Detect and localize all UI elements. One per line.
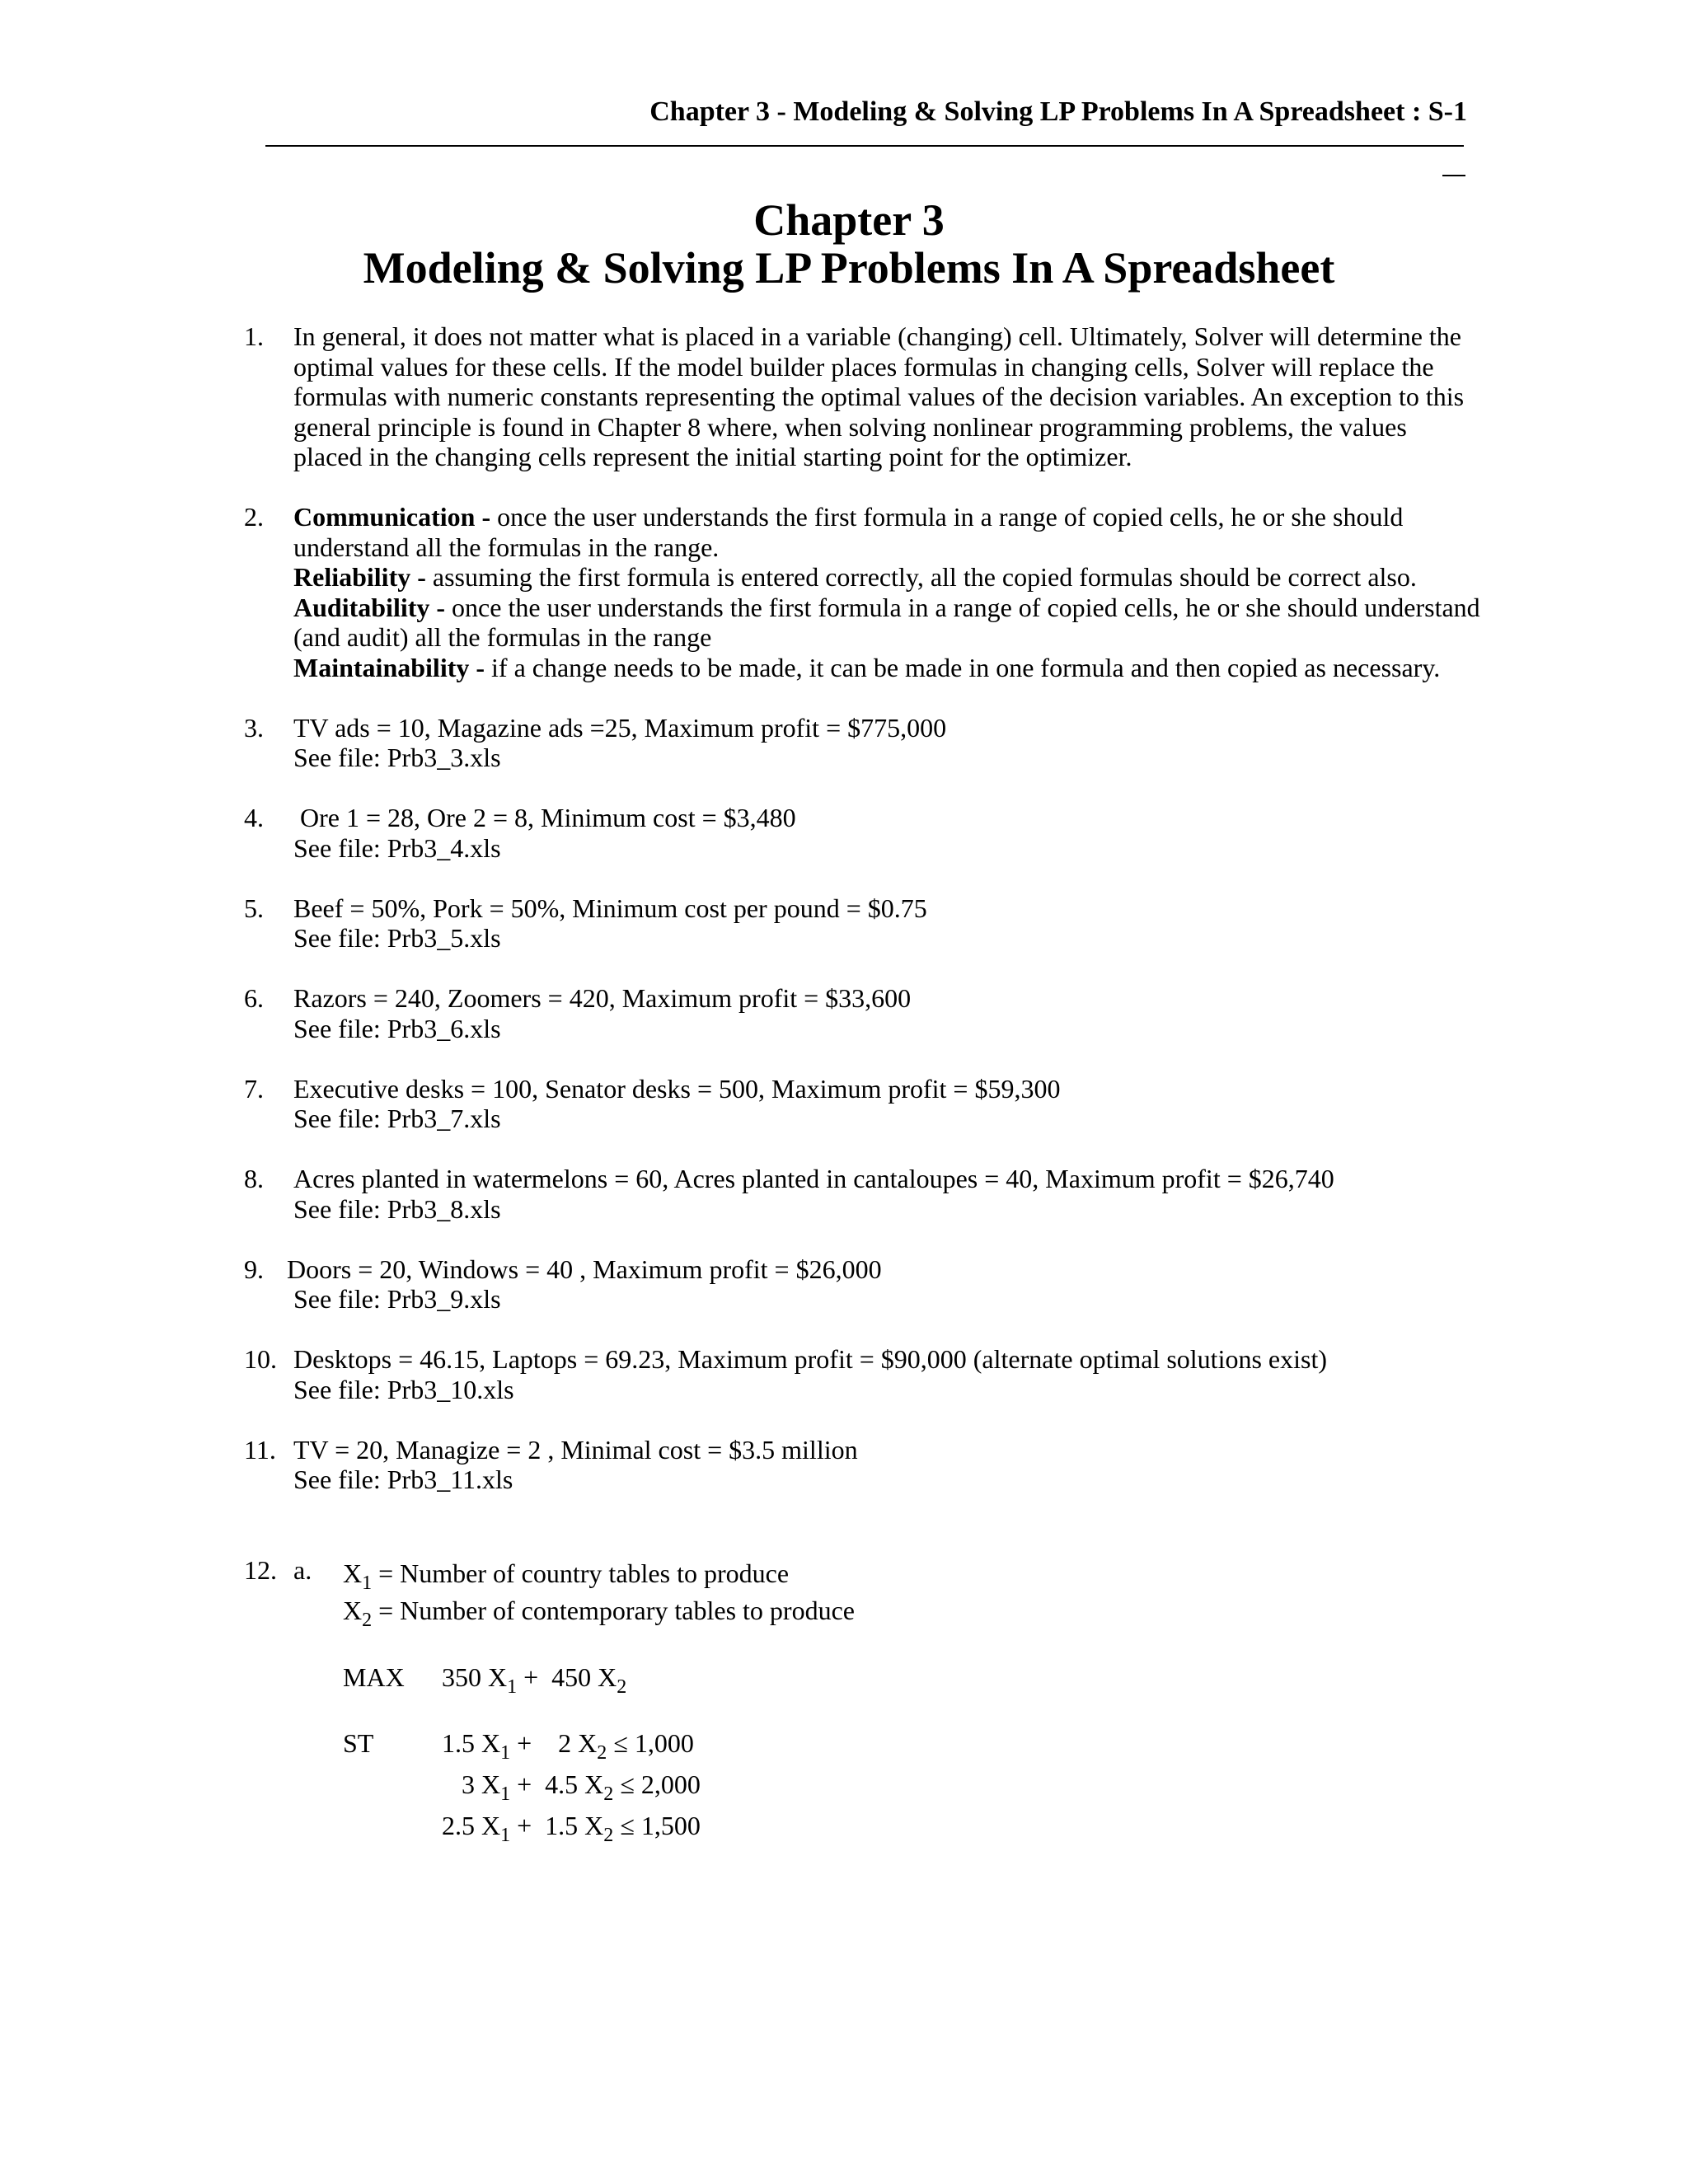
lp-formulation (293, 1555, 1480, 1849)
constraint-expression (442, 1766, 701, 1803)
running-header: Chapter 3 - Modeling & Solving LP Problems In A Spreadsheet : S-1 (649, 96, 1467, 127)
item-number: 5. (244, 893, 264, 923)
item-text: In general, it does not matter what is placed in a variable (changing) cell. Ultimately, Solver will determine the optimal values for these cells. If the model builder places formulas in changing cells, Solver will replace the formulas with numeric constants representing the optimal values of the decision variables. An exception to this general principle is found in Chapter 8 where, when solving nonlinear programming problems, the values placed in the changing cells represent the initial starting point for the optimizer. (293, 321, 1465, 471)
variable-symbol: X (584, 1769, 604, 1799)
item-file-ref: See file: Prb3_7.xls (293, 1104, 501, 1133)
answer-item-5 (244, 893, 1480, 954)
answer-item-1 (244, 321, 1480, 472)
objective-function (343, 1659, 1480, 1700)
header-rule (265, 145, 1464, 147)
item-result: Razors = 240, Zoomers = 420, Maximum profit = $33,600 (293, 983, 912, 1013)
part-label: a. (293, 1554, 312, 1585)
item-file-ref: See file: Prb3_9.xls (293, 1284, 501, 1314)
max-label: MAX (343, 1661, 405, 1692)
variable-symbol: X (584, 1810, 604, 1840)
item-number: 2. (244, 502, 264, 532)
variable-description: = Number of country tables to produce (372, 1558, 790, 1588)
term-definition: assuming the first formula is entered correctly, all the copied formulas should be correct also. (425, 562, 1417, 592)
constraint-row-3 (343, 1807, 1480, 1849)
variable-definition-x1 (343, 1555, 1480, 1592)
item-result: Executive desks = 100, Senator desks = 500, Maximum profit = $59,300 (293, 1073, 1061, 1104)
coefficient: + 2 (510, 1727, 579, 1758)
constraint-row-1 (343, 1725, 1480, 1766)
subscript: 1 (507, 1675, 518, 1698)
item-file-ref: See file: Prb3_8.xls (293, 1193, 501, 1224)
answer-item-7 (244, 1074, 1480, 1134)
term-label: Maintainability - (293, 652, 485, 682)
term-reliability (293, 562, 1480, 593)
chapter-title-line2: Modeling & Solving LP Problems In A Spreadsheet (363, 243, 1335, 293)
variable-symbol: X (481, 1769, 501, 1799)
variable-symbol: X (481, 1810, 501, 1840)
st-label: ST (343, 1727, 374, 1758)
answer-item-9 (244, 1254, 1480, 1315)
item-result: Doors = 20, Windows = 40 , Maximum profit = $26,000 (287, 1254, 882, 1284)
coefficient: 2.5 (442, 1810, 481, 1840)
item-result: TV ads = 10, Magazine ads =25, Maximum profit = $775,000 (293, 712, 947, 743)
subscript: 1 (362, 1572, 373, 1594)
item-file-ref: See file: Prb3_10.xls (293, 1374, 514, 1404)
term-definition: once the user understands the first formula in a range of copied cells, he or she should understand (and audit) all the formulas in the range (293, 592, 1480, 652)
term-definition: once the user understands the first formula in a range of copied cells, he or she should understand all the formulas in the range. (293, 502, 1404, 562)
subscript: 2 (603, 1824, 614, 1846)
item-number: 11. (244, 1434, 276, 1465)
variable-definition-x2 (343, 1592, 1480, 1629)
term-label: Reliability - (293, 562, 426, 592)
objective-expression (442, 1659, 626, 1696)
subscript: 2 (603, 1783, 614, 1805)
item-number: 3. (244, 712, 264, 743)
item-result: Beef = 50%, Pork = 50%, Minimum cost per pound = $0.75 (293, 893, 927, 923)
coefficient: + 1.5 (510, 1810, 585, 1840)
coefficient: + 4.5 (510, 1769, 585, 1799)
item-file-ref: See file: Prb3_4.xls (293, 832, 501, 863)
term-definition: if a change needs to be made, it can be made in one formula and then copied as necessary. (485, 652, 1441, 682)
constraint-expression (442, 1725, 694, 1762)
coefficient: + 450 (517, 1661, 598, 1692)
term-communication (293, 502, 1480, 562)
variable-symbol: X (343, 1595, 363, 1625)
item-number: 8. (244, 1164, 264, 1193)
chapter-title-line1: Chapter 3 (753, 195, 945, 245)
constraint-expression (442, 1807, 701, 1844)
subscript: 1 (500, 1741, 511, 1764)
variable-symbol: X (488, 1661, 508, 1692)
header-rule-tail (1442, 175, 1465, 176)
subscript: 1 (500, 1783, 511, 1805)
item-number: 9. (244, 1254, 264, 1284)
term-label: Auditability - (293, 592, 446, 622)
subscript: 1 (500, 1824, 511, 1846)
item-result: TV = 20, Managize = 2 , Minimal cost = $3.5 million (293, 1434, 858, 1465)
answer-list (244, 321, 1480, 1878)
item-result: Desktops = 46.15, Laptops = 69.23, Maximum profit = $90,000 (alternate optimal solutions exist) (293, 1344, 1327, 1374)
item-number: 4. (244, 803, 264, 832)
term-maintainability (293, 653, 1480, 683)
constraint-row-2 (343, 1766, 1480, 1807)
term-auditability (293, 593, 1480, 653)
right-hand-side: ≤ 2,000 (613, 1769, 701, 1799)
item-file-ref: See file: Prb3_6.xls (293, 1013, 501, 1043)
answer-item-6 (244, 983, 1480, 1043)
coefficient: 1.5 (442, 1727, 481, 1758)
subscript: 2 (362, 1609, 373, 1631)
chapter-title (264, 196, 1434, 292)
answer-item-10 (244, 1344, 1480, 1404)
term-label: Communication - (293, 502, 491, 532)
item-number: 12. (244, 1554, 277, 1585)
variable-symbol: X (598, 1661, 617, 1692)
answer-item-8 (244, 1164, 1480, 1224)
answer-item-11 (244, 1435, 1480, 1495)
variable-symbol: X (343, 1558, 363, 1588)
item-number: 10. (244, 1344, 277, 1374)
subscript: 2 (597, 1741, 607, 1764)
item-file-ref: See file: Prb3_3.xls (293, 743, 501, 772)
answer-item-2 (244, 502, 1480, 682)
answer-item-3 (244, 713, 1480, 773)
variable-symbol: X (481, 1727, 501, 1758)
item-result: Acres planted in watermelons = 60, Acres planted in cantaloupes = 40, Maximum profit = $26,740 (293, 1164, 1334, 1193)
answer-item-12 (244, 1555, 1480, 1849)
right-hand-side: ≤ 1,500 (613, 1810, 701, 1840)
answer-item-4 (244, 803, 1480, 863)
item-number: 1. (244, 321, 264, 351)
item-number: 6. (244, 983, 264, 1013)
item-result: Ore 1 = 28, Ore 2 = 8, Minimum cost = $3,480 (293, 803, 796, 832)
subscript: 2 (617, 1675, 627, 1698)
item-file-ref: See file: Prb3_5.xls (293, 923, 501, 953)
coefficient: 3 (442, 1769, 481, 1799)
item-number: 7. (244, 1073, 264, 1104)
variable-description: = Number of contemporary tables to produce (372, 1595, 855, 1625)
coefficient: 350 (442, 1661, 488, 1692)
item-file-ref: See file: Prb3_11.xls (293, 1465, 513, 1494)
variable-symbol: X (578, 1727, 598, 1758)
right-hand-side: ≤ 1,000 (607, 1727, 694, 1758)
